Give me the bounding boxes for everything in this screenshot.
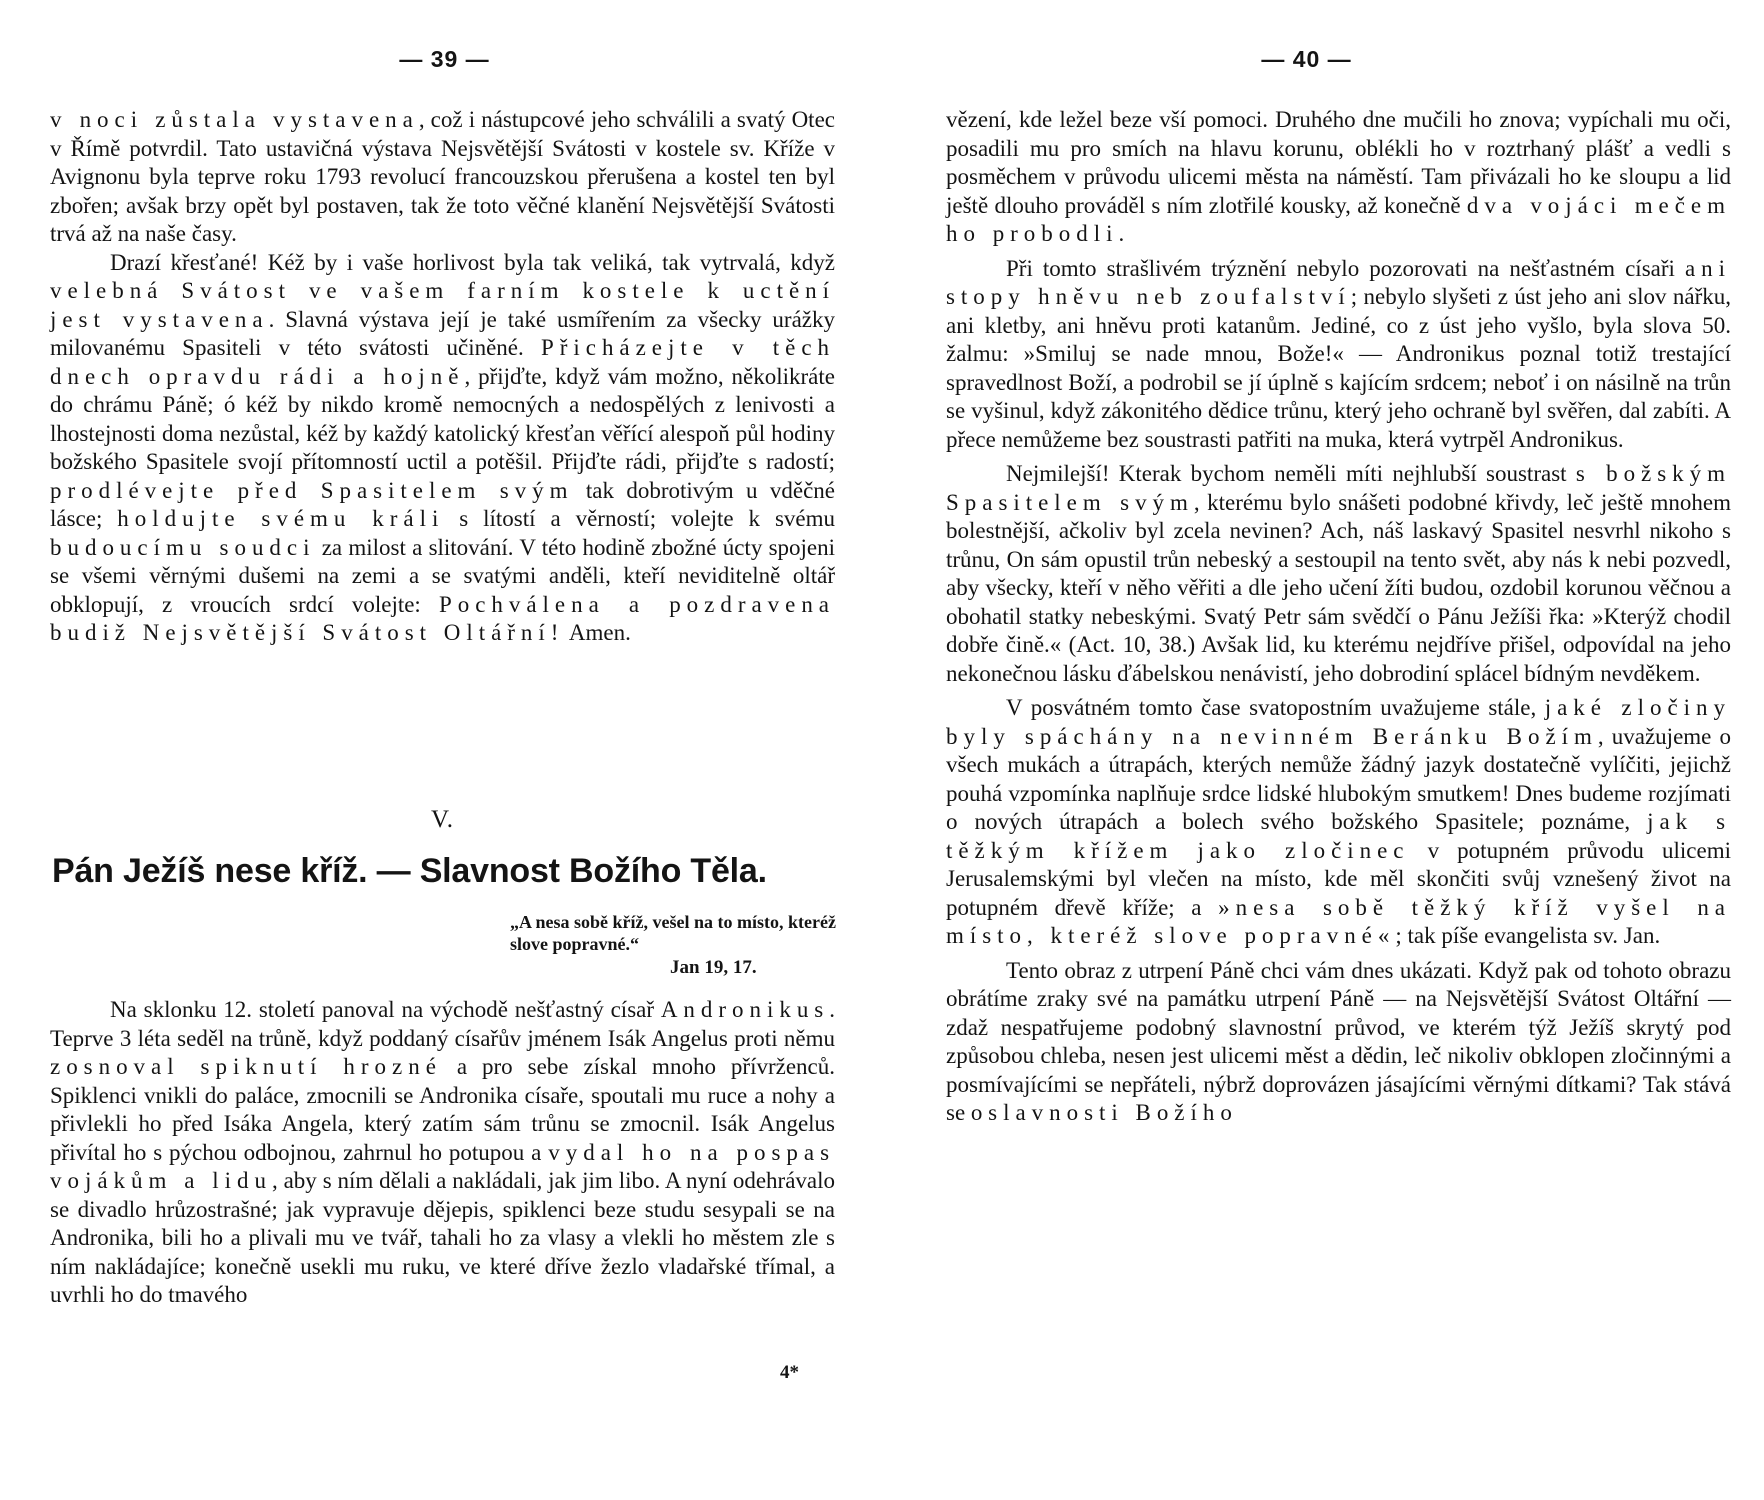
section-number: V.: [430, 806, 455, 833]
emphasized-text: s božským Spasitelem svým: [946, 461, 1731, 515]
paragraph: [50, 996, 835, 1310]
text-run: Nejmilejší! Kterak bychom neměli míti nejhlubší soustrast: [1006, 461, 1576, 486]
paragraph: [946, 460, 1731, 688]
text-run: v potupném průvodu ulicemi Jerusalemskými byl vlečen na místo, kde měl skončiti svůj vznešený život na potupném dřevě kříže; a: [946, 837, 1731, 920]
text-run: , což i nástupcové jeho schválili a svatý Otec v Římě potvrdil. Tato ustavičná výstava Nejsvětější Svátosti v kostele sv. Kříže v Avignonu byla teprve roku 1793 revolucí francouzskou přerušena a kostel ten byl zbořen; avšak brzy opět byl postaven, tak že toto věčné klanění Nejsvětější Svátosti trvá až na naše časy.: [50, 107, 835, 246]
left-page: [50, 0, 835, 1500]
text-run: .: [1118, 221, 1125, 246]
text-run: Drazí křesťané! Kéž by i vaše horlivost byla tak veliká, tak vytrvalá, když: [110, 249, 835, 275]
text-run: , uvažujeme o všech mukách a útrapách, kterých nemůže žádný jazyk dostatečně vylíčiti, jejichž pouhá vzpomínka naplňuje srdce lidské hlubokým smutkem! Dnes budeme rozjímati o nových útrapách a bolech svého božského Spasitele; poznáme,: [946, 723, 1731, 834]
emphasized-text: budoucímu soudci: [50, 534, 316, 560]
text-run: Na sklonku 12. století panoval na východě nešťastný císař: [110, 997, 661, 1022]
emphasized-text: prodlévejte před Spasitelem svým: [50, 477, 574, 503]
paragraph: [946, 255, 1731, 455]
text-run: a pro sebe získal mnoho přívrženců. Spiklenci vnikli do paláce, zmocnili se Andronika císaře, spoutali mu ruce a nohy a přivlekli ho před Isáka Angela, který zatím sám trůnu se zmocnil. Isák Angelus přivítal ho s pýchou odbojnou, zahrnul ho potupou a: [50, 1054, 835, 1165]
text-run: . Teprve 3 léta seděl na trůně, když poddaný císařův jménem Isák Angelus proti němu: [50, 997, 835, 1051]
emphasized-text: holdujte svému králi: [117, 506, 445, 531]
text-run: Tento obraz z utrpení Páně chci vám dnes ukázati. Když pak od tohoto obrazu obrátíme zraky své na památku utrpení Páně — na Nejsvětější Svátost Oltářní — zdaž nespatřujeme podobný slavnostní průvod, ve kterém týž Ježíš skrytý pod způsobou chleba, nesen jest ulicemi měst a dědin, leč nikoliv obklopen zločinnými a posmívajícími se nepřáteli, nýbrž doprovázen jásajícími věrnými dítkami? Tak stává se o: [946, 957, 1731, 1125]
emphasized-text: jak s těžkým křížem jako zločinec: [946, 809, 1732, 863]
emphasized-text: zosnoval spiknutí hrozné: [50, 1054, 442, 1079]
text-run: Při tomto strašlivém trýznění nebylo pozorovati na nešťastném císaři: [1006, 255, 1685, 281]
paragraph: [50, 106, 835, 249]
text-run: V posvátném tomto čase svatopostním uvažujeme stále,: [1006, 695, 1545, 720]
paragraph: [50, 249, 835, 648]
emphasized-text: slavnosti Božího: [988, 1100, 1238, 1125]
emphasized-text: Pochválena a pozdravena budiž Nejsvětější Svátost Oltářní!: [50, 591, 835, 645]
emphasized-text: v noci zůstala vystavena: [50, 107, 419, 132]
intro-text: [50, 106, 835, 648]
paragraph: [946, 106, 1731, 249]
emphasized-text: Přicházejte v těch dnech opravdu rádi a hojně: [50, 335, 835, 389]
text-run: ; tak píše evangelista sv. Jan.: [1395, 923, 1661, 948]
text-run: s lítostí a věrností; volejte k svému: [444, 506, 836, 531]
emphasized-text: dva vojáci mečem ho probodli: [946, 192, 1731, 246]
page-number: — 39 —: [399, 46, 490, 72]
right-page: [946, 0, 1731, 1500]
page-number: — 40 —: [1261, 46, 1352, 72]
emphasized-text: vydal ho na pospas vojákům a lidu: [50, 1139, 835, 1193]
paragraph: [946, 694, 1731, 951]
text-run: , přijďte, když vám možno, několikráte do chrámu Páně; ó kéž by nikdo kromě nemocných a nedospělých z lenivosti a lhostejnosti doma nezůstal, kéž by každý katolický křesťan věřící alespoň půl hodiny božského Spasitele svojí přítomností uctil a potěšil. Přijďte rádi, přijďte s radostí;: [50, 363, 835, 474]
emphasized-text: jaké zločiny byly spáchány na nevinném Beránku Božím: [946, 695, 1731, 749]
emphasized-text: Andronikus: [660, 997, 830, 1022]
body-text: [50, 996, 835, 1310]
text-run: vězení, kde ležel beze vší pomoci. Druhého dne mučili ho znova; vypíchali mu oči, posadili mu pro smích na hlavu korunu, oblékli ho v roztrhaný plášť a vedli s posměchem v průvodu ulicemi města na náměstí. Tam přivázali ho ke sloupu a lid ještě dlouho prováděl s ním zlotřilé kousky, až konečně: [946, 107, 1731, 218]
text-run: , kterému bylo snášeti podobné křivdy, leč ještě mnohem bolestnější, ačkoliv byl zcela nevinen? Ach, náš laskavý Spasitel nesvrhl nikoho s trůnu, On sám opustil trůn nebeský a sestoupil na tento svět, aby nás k nebi pozvedl, aby všecky, kteří v něho věřiti a dle jeho učení žíti budou, ozdobil korunou věčnou a obohatil statky nebeskými. Svatý Petr sám svědčí o Pánu Ježíši řka: »Kterýž chodil dobře čině.« (Act. 10, 38.) Avšak lid, ku kterému nejdříve přišel, odpovídal na jeho nekonečnou lásku ďábelskou nenávistí, jeho dobrodiní splácel bídným nevděkem.: [946, 489, 1731, 686]
text-run: . Slavná výstava její je také usmířením za všecky urážky milovanému Spasiteli v této svátosti učiněné.: [50, 306, 835, 360]
emphasized-text: velebná Svátost ve vašem farním kostele k uctění jest vystavena: [50, 278, 835, 332]
paragraph: [946, 957, 1731, 1128]
section-heading: Pán Ježíš nese kříž. — Slavnost Božího Těla.: [52, 852, 767, 890]
signature-mark: 4*: [780, 1362, 799, 1383]
text-run: tak dobrotivým u vděčné lásce;: [50, 477, 836, 531]
epigraph: „A nesa sobě kříž, vešel na to místo, kteréž slove popravné.“: [510, 912, 836, 954]
text-run: ; nebylo slyšeti z úst jeho ani slov nářku, ani kletby, ani hněvu proti katanům. Jediné, co z úst jeho vyšlo, byla slova 50. žalmu: »Smiluj se nade mnou, Bože!« — Andronikus poznal totiž trestající spravedlnost Boží, a podrobil se jí úplně s kajícím srdcem; neboť i on násilně na trůn se vyšinul, když zákonitého dědice trůnu, který jeho ochraně byl svěřen, dal zabíti. A přece nemůžeme bez soustrasti patřiti na muka, která vytrpěl Andronikus.: [946, 284, 1731, 452]
text-run: , aby s ním dělali a nakládali, jak jim libo. A nyní odehrávalo se divadlo hrůzostrašné; jak vypravuje dějepis, spiklenci beze studu sesypali se na Andronika, bili ho a plivali mu ve tvář, tahali ho za vlasy a vlekli ho městem zle s ním nakládajíce; konečně usekli mu ruku, ve které dříve žezlo vladařské třímal, a uvrhli ho do tmavého: [50, 1168, 836, 1307]
emphasized-text: ani stopy hněvu neb zoufalství: [946, 255, 1731, 309]
text-run: za milost a slitování. V této hodině zbožné úcty spojeni se všemi věrnými dušemi na zemi a se svatými anděli, kteří neviditelně oltář obklopují, z vroucích srdcí volejte:: [50, 534, 836, 617]
right-text: [946, 106, 1731, 1128]
epigraph-reference: Jan 19, 17.: [670, 957, 757, 978]
text-run: Amen.: [564, 620, 631, 645]
emphasized-text: »nesa sobě těžký kříž vyšel na místo, kteréž slove popravné«: [946, 894, 1731, 948]
